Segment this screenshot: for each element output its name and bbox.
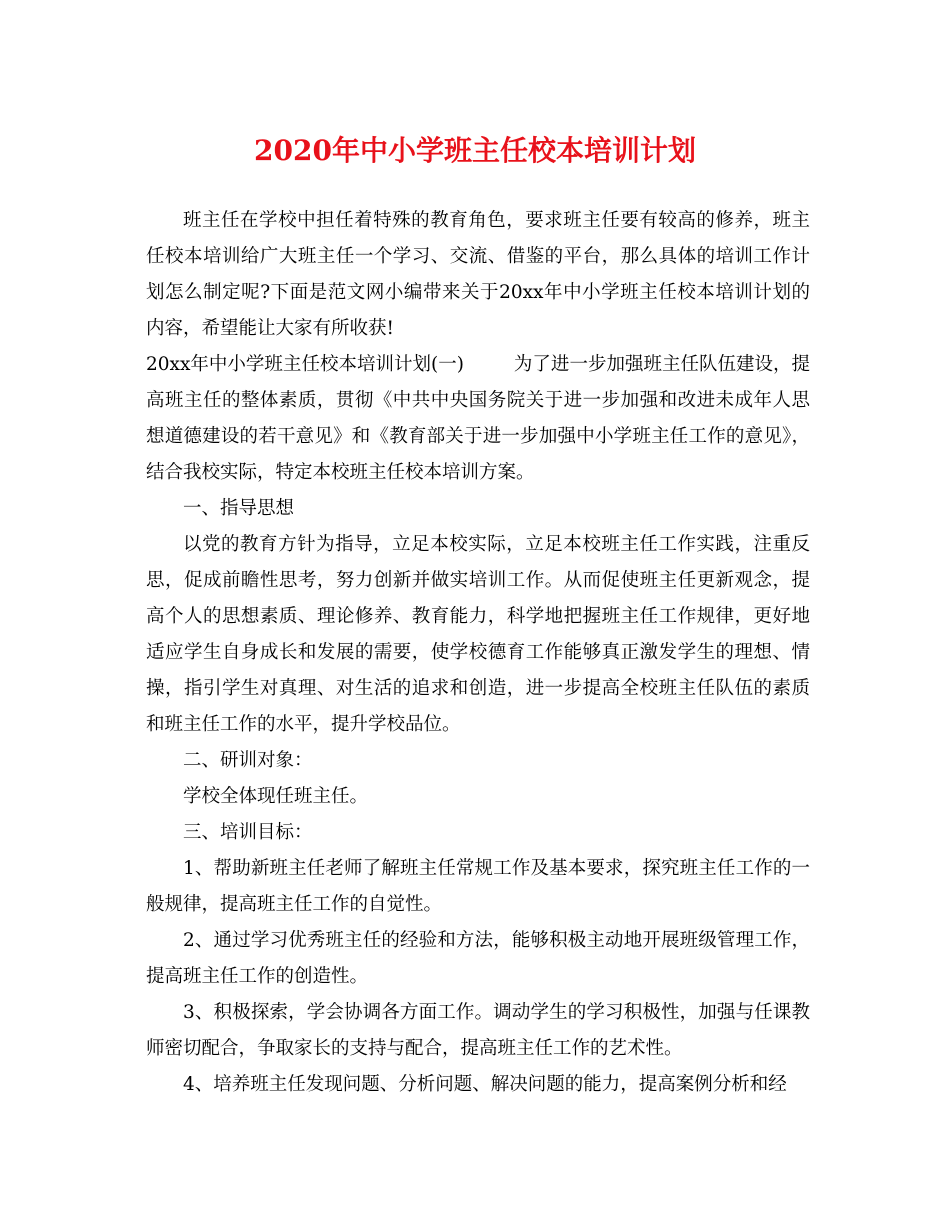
goal-item-4: 4、培养班主任发现问题、分析问题、解决问题的能力，提高案例分析和经 [183,1074,787,1095]
intro-paragraph: 班主任在学校中担任着特殊的教育角色，要求班主任要有较高的修养，班主任校本培训给广大班主任一个学习、交流、借鉴的平台，那么具体的培训工作计划怎么制定呢?下面是范文网小编带来关于20xx年中小学班主任校本培训计划的内容，希望能让大家有所收获! [146,210,810,339]
section-text-guiding-thought: 以党的教育方针为指导，立足本校实际，立足本校班主任工作实践，注重反思，促成前瞻性思考，努力创新并做实培训工作。从而促使班主任更新观念，提高个人的思想素质、理论修养、教育能力，科学地把握班主任工作规律，更好地适应学生自身成长和发展的需要，使学校德育工作能够真正激发学生的理想、情操，指引学生对真理、对生活的追求和创造，进一步提高全校班主任队伍的素质和班主任工作的水平，提升学校品位。 [146,534,810,735]
section-heading-training-goals: 三、培训目标： [183,822,313,843]
section-heading-guiding-thought: 一、指导思想 [183,498,295,519]
document-title: 2020年中小学班主任校本培训计划 [254,134,696,167]
goal-item-1: 1、帮助新班主任老师了解班主任常规工作及基本要求，探究班主任工作的一般规律，提高班主任工作的自觉性。 [146,858,810,915]
goal-item-2: 2、通过学习优秀班主任的经验和方法，能够积极主动地开展班级管理工作，提高班主任工作的创造性。 [146,930,810,987]
goal-item-3: 3、积极探索，学会协调各方面工作。调动学生的学习积极性，加强与任课教师密切配合，争取家长的支持与配合，提高班主任工作的艺术性。 [146,1002,810,1059]
plan-one-heading: 20xx年中小学班主任校本培训计划(一) [146,354,464,375]
section-text-training-target: 学校全体现任班主任。 [183,786,369,807]
plan-one-paragraph [146,347,810,491]
plan-one-text: 为了进一步加强班主任队伍建设，提高班主任的整体素质，贯彻《中共中央国务院关于进一步加强和改进未成年人思想道德建设的若干意见》和《教育部关于进一步加强中小学班主任工作的意见》，结合我校实际，特定本校班主任校本培训方案。 [146,354,810,483]
section-heading-training-target: 二、研训对象： [183,750,313,771]
document-body [146,203,810,1103]
